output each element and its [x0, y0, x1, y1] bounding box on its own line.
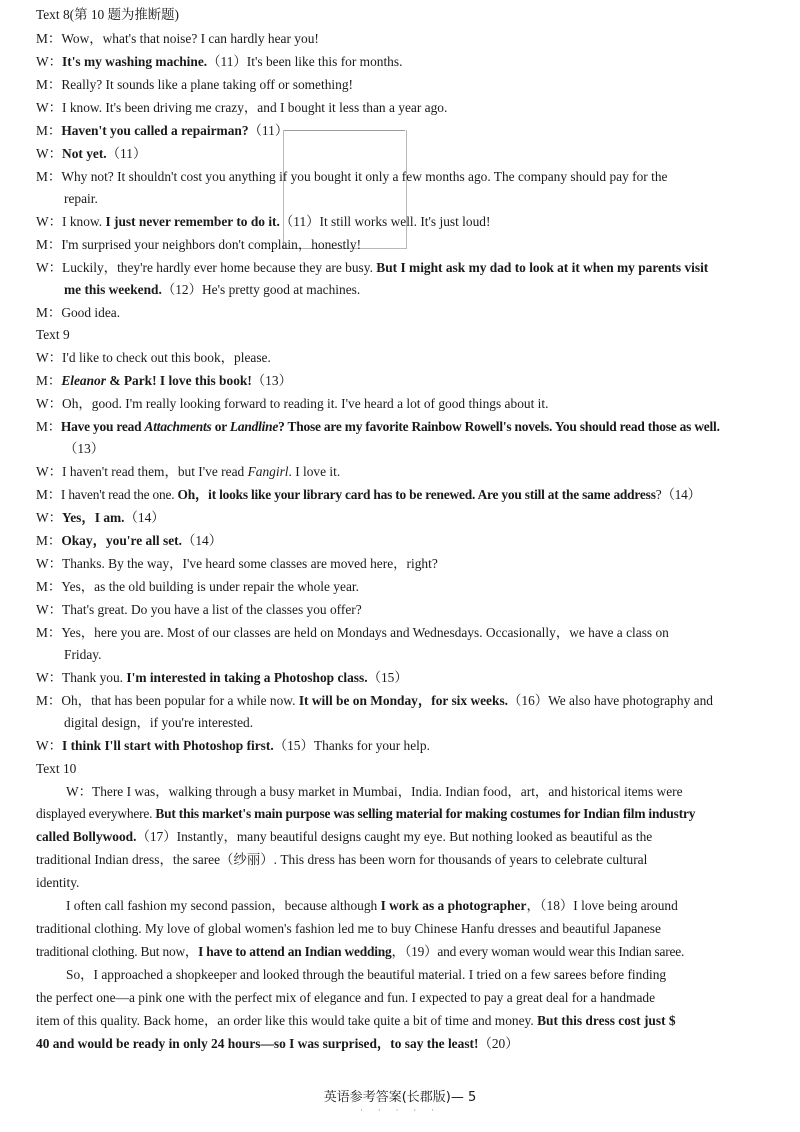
dialogue-line-continuation: digital design，if you're interested. [64, 715, 254, 730]
dialogue-line: M：I haven't read the one. Oh，it looks like your library card has to be renewed. Are you still at the same address?（14） [36, 487, 701, 502]
dialogue-line-continuation: repair. [64, 191, 98, 206]
page-footer: 英语参考答案(长郡版)— 5 [323, 1090, 477, 1105]
dialogue-line: W：I haven't read them，but I've read Fangirl. I love it. [36, 464, 341, 479]
dialogue-line-continuation: me this weekend.（12）He's pretty good at machines. [64, 282, 361, 297]
section-heading-text10: Text 10 [36, 761, 77, 776]
dialogue-line: W：Thanks. By the way，I've heard some classes are moved here，right? [36, 556, 438, 571]
section-heading-text8: Text 8(第 10 题为推断题) [36, 7, 179, 22]
monologue-line: traditional clothing. But now，I have to attend an Indian wedding，（19）and every woman would wear this Indian saree. [36, 944, 685, 959]
dialogue-line: W：Thank you. I'm interested in taking a Photoshop class.（15） [36, 670, 408, 685]
dialogue-line: W：I think I'll start with Photoshop first.（15）Thanks for your help. [36, 738, 430, 753]
monologue-line: I often call fashion my second passion，because although I work as a photographer，（18）I love being around [66, 898, 678, 913]
monologue-line: So，I approached a shopkeeper and looked through the beautiful material. I tried on a few sarees before finding [66, 967, 667, 982]
dialogue-line: W：Yes，I am.（14） [36, 510, 165, 525]
dialogue-line: W：Oh，good. I'm really looking forward to reading it. I've heard a lot of good things about it. [36, 396, 549, 411]
dialogue-line: M：Wow，what's that noise? I can hardly hear you! [36, 31, 319, 46]
monologue-line: called Bollywood.（17）Instantly，many beautiful designs caught my eye. But nothing looked as beautiful as the [36, 829, 653, 844]
dialogue-line: M：Haven't you called a repairman?（11） [36, 123, 289, 138]
monologue-line: traditional Indian dress，the saree（纱丽）. This dress has been worn for thousands of years to celebrate cultural [36, 852, 648, 867]
dialogue-line: M：Have you read Attachments or Landline? Those are my favorite Rainbow Rowell's novels. You should read those as well. [36, 419, 720, 434]
monologue-line: 40 and would be ready in only 24 hours—so I was surprised，to say the least!（20） [36, 1036, 519, 1051]
dialogue-line: W：I know. It's been driving me crazy，and I bought it less than a year ago. [36, 100, 448, 115]
scan-artifact-dots: · · · · · [360, 1106, 440, 1116]
dialogue-line: W：It's my washing machine.（11）It's been like this for months. [36, 54, 403, 69]
dialogue-line: M：Yes，as the old building is under repair the whole year. [36, 579, 359, 594]
dialogue-line: W：I know. I just never remember to do it.（11）It still works well. It's just loud! [36, 214, 491, 229]
monologue-line: the perfect one—a pink one with the perfect mix of elegance and fun. I expected to pay a great deal for a handmade [36, 990, 656, 1005]
dialogue-line-continuation: Friday. [64, 647, 102, 662]
monologue-line: displayed everywhere. But this market's main purpose was selling material for making costumes for Indian film industry [36, 806, 696, 821]
section-heading-text9: Text 9 [36, 327, 70, 342]
monologue-line: identity. [36, 875, 80, 890]
dialogue-line: M：Really? It sounds like a plane taking off or something! [36, 77, 353, 92]
dialogue-line: M：Eleanor & Park! I love this book!（13） [36, 373, 292, 388]
dialogue-line-continuation: （13） [64, 441, 105, 456]
dialogue-line: M：Good idea. [36, 305, 121, 320]
dialogue-line: W：I'd like to check out this book，please. [36, 350, 271, 365]
dialogue-line: W：That's great. Do you have a list of the classes you offer? [36, 602, 362, 617]
dialogue-line: M：Okay，you're all set.（14） [36, 533, 223, 548]
dialogue-line: M：I'm surprised your neighbors don't complain，honestly! [36, 237, 362, 252]
dialogue-line: M：Yes，here you are. Most of our classes are held on Mondays and Wednesdays. Occasionally，we have a class on [36, 625, 669, 640]
dialogue-line: W：Not yet.（11） [36, 146, 147, 161]
monologue-line: W：There I was，walking through a busy market in Mumbai，India. Indian food，art，and historical items were [66, 784, 683, 799]
dialogue-line: M：Oh，that has been popular for a while now. It will be on Monday，for six weeks.（16）We also have photography and [36, 693, 713, 708]
dialogue-line: M：Why not? It shouldn't cost you anything if you bought it only a few months ago. The company should pay for the [36, 169, 668, 184]
dialogue-line: W：Luckily，they're hardly ever home because they are busy. But I might ask my dad to look at it when my parents visit [36, 260, 709, 275]
monologue-line: item of this quality. Back home，an order like this would take quite a bit of time and money. But this dress cost just $ [36, 1013, 676, 1028]
monologue-line: traditional clothing. My love of global women's fashion led me to buy Chinese Hanfu dresses and beautiful Japanese [36, 921, 661, 936]
